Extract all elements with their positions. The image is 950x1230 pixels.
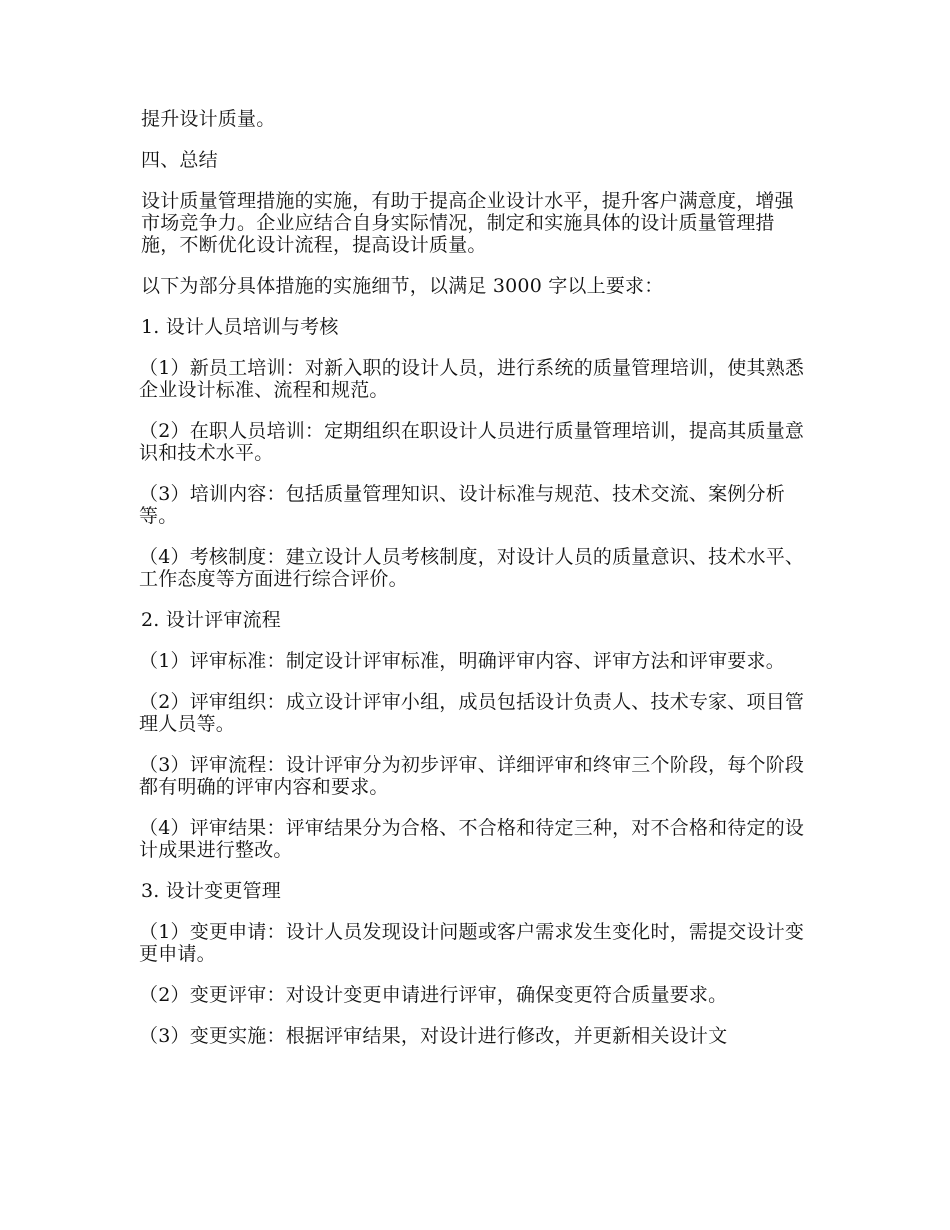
list-item-review-3: （3）评审流程：设计评审分为初步评审、详细评审和终审三个阶段，每个阶段都有明确的评审内容和要求。 xyxy=(139,754,805,798)
paragraph-continuation: 提升设计质量。 xyxy=(141,108,276,130)
subheading-change-management: 3. 设计变更管理 xyxy=(141,880,281,902)
list-item-change-3: （3）变更实施：根据评审结果，对设计进行修改，并更新相关设计文 xyxy=(139,1025,728,1047)
list-item-change-2: （2）变更评审：对设计变更申请进行评审，确保变更符合质量要求。 xyxy=(139,984,728,1006)
list-item-training-3: （3）培训内容：包括质量管理知识、设计标准与规范、技术交流、案例分析等。 xyxy=(139,483,785,527)
list-item-review-2: （2）评审组织：成立设计评审小组，成员包括设计负责人、技术专家、项目管理人员等。 xyxy=(139,691,805,735)
subheading-review: 2. 设计评审流程 xyxy=(141,609,281,631)
list-item-review-1: （1）评审标准：制定设计评审标准，明确评审内容、评审方法和评审要求。 xyxy=(139,650,785,672)
paragraph-intro-details: 以下为部分具体措施的实施细节，以满足 3000 字以上要求： xyxy=(141,275,664,297)
list-item-review-4: （4）评审结果：评审结果分为合格、不合格和待定三种，对不合格和待定的设计成果进行整改。 xyxy=(139,817,805,861)
list-item-training-2: （2）在职人员培训：定期组织在职设计人员进行质量管理培训，提高其质量意识和技术水平。 xyxy=(139,420,805,464)
list-item-training-1: （1）新员工培训：对新入职的设计人员，进行系统的质量管理培训，使其熟悉企业设计标准、流程和规范。 xyxy=(139,357,805,401)
list-item-training-4: （4）考核制度：建立设计人员考核制度，对设计人员的质量意识、技术水平、工作态度等方面进行综合评价。 xyxy=(139,546,805,590)
paragraph-summary: 设计质量管理措施的实施，有助于提高企业设计水平，提升客户满意度，增强市场竞争力。企业应结合自身实际情况，制定和实施具体的设计质量管理措施，不断优化设计流程，提高设计质量。 xyxy=(141,190,794,256)
list-item-change-1: （1）变更申请：设计人员发现设计问题或客户需求发生变化时，需提交设计变更申请。 xyxy=(139,921,805,965)
subheading-training: 1. 设计人员培训与考核 xyxy=(141,316,339,338)
section-heading-summary: 四、总结 xyxy=(141,149,218,171)
